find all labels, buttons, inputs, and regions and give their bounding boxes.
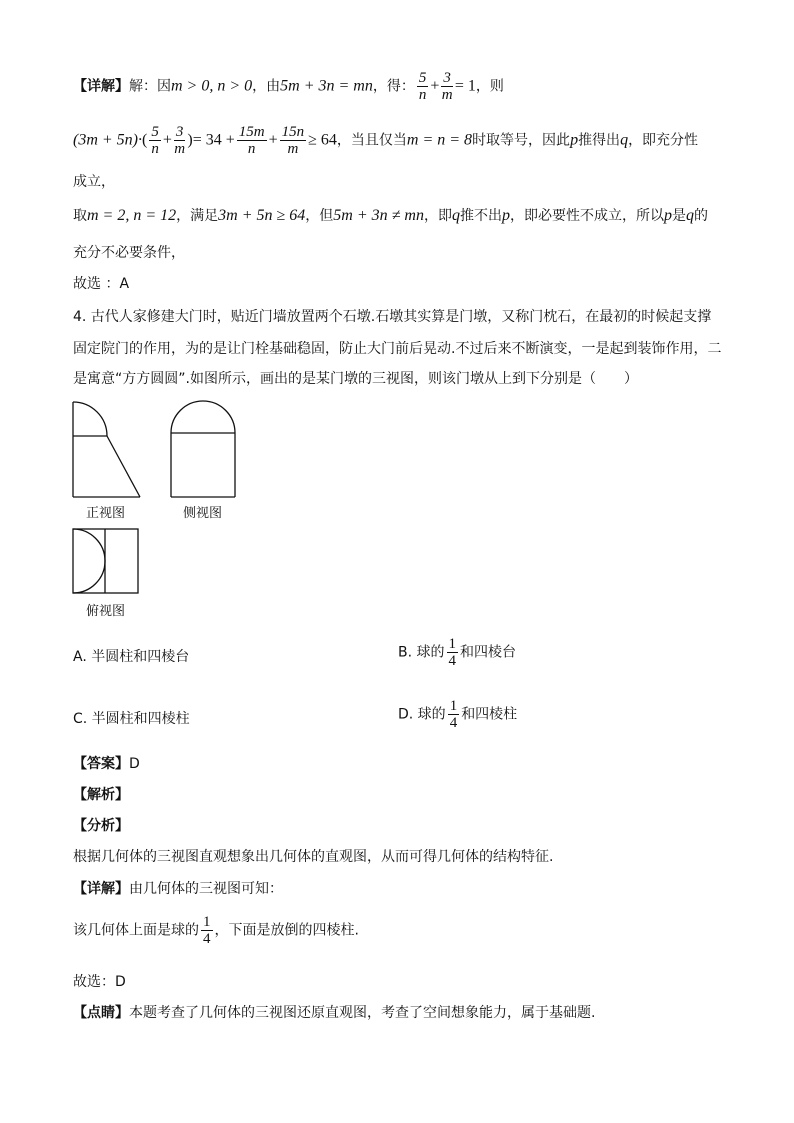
xiangjie-tag: 【详解】 (73, 881, 129, 897)
dianjing-tag: 【点睛】 (73, 1005, 129, 1021)
detail-line-4: 取m = 2, n = 12，满足3m + 5n ≥ 64，但5m + 3n ≠ mn，即q推不出p，即必要性不成立，所以p是q的 (73, 207, 708, 224)
fraction: $\frac{3}{m}$ (174, 124, 186, 157)
front-view-label: 正视图 (86, 506, 126, 521)
condition-math: m > 0, n > 0 (171, 77, 253, 95)
fraction: $\frac{1}{4}$ (449, 698, 458, 731)
question-line-1: 4. 古代人家修建大门时，贴近门墙放置两个石墩.石墩其实算是门墩，又称门枕石，在最初的时候起支撑 (73, 309, 712, 325)
detail-line-1: 【详解】解：因m > 0, n > 0，由5m + 3n = mn，得： $\frac{5}{n}$ + $\frac{3}{m}$ = 1，则 (73, 70, 504, 103)
top-view-drawing (73, 529, 138, 593)
fenxi-tag: 【分析】 (73, 818, 129, 834)
side-view-label: 侧视图 (183, 506, 223, 521)
fraction: $\frac{15n}{m}$ (281, 124, 305, 157)
front-view-drawing (73, 402, 140, 497)
detail-line-2: (3m + 5n)·( $\frac{5}{n}$ + $\frac{3}{m}$ )= 34 + $\frac{15m}{n}$ + $\frac{15n}{m}$ ≥ 64，当且仅当m = n = 8时取等号，因此p推得出q，即充分性 (73, 124, 699, 157)
detail-line-5: 充分不必要条件， (73, 245, 185, 261)
question-line-2: 固定院门的作用，为的是让门栓基础稳固，防止大门前后晃动.不过后来不断演变，一是起到装饰作用，二 (73, 341, 722, 357)
option-c[interactable]: C. 半圆柱和四棱柱 (73, 711, 190, 727)
previous-answer: 故选 ：A (73, 276, 130, 292)
detail-line-3: 成立， (73, 174, 115, 190)
xiangjie-line: 【详解】由几何体的三视图可知： (73, 881, 283, 897)
answer-value: D (129, 756, 140, 772)
analysis-tag: 【解析】 (73, 787, 129, 803)
fraction: $\frac{5}{n}$ (418, 70, 427, 103)
fraction: $\frac{1}{4}$ (448, 636, 457, 669)
equation-math: 5m + 3n = mn (280, 77, 373, 95)
fraction: $\frac{15m}{n}$ (238, 124, 265, 157)
side-view-drawing (171, 401, 235, 497)
conclusion-line: 该几何体上面是球的 $\frac{1}{4}$ ，下面是放倒的四棱柱. (73, 914, 359, 947)
option-d[interactable]: D. 球的 $\frac{1}{4}$ 和四棱柱 (398, 698, 518, 731)
detail-tag: 【详解】 (73, 78, 129, 95)
answer-line (73, 754, 140, 774)
fraction: $\frac{3}{m}$ (441, 70, 453, 103)
question-line-3: 是寓意“方方圆圆”.如图所示，画出的是某门墩的三视图，则该门墩从上到下分别是（ ） (73, 371, 638, 387)
dianjing-line: 【点睛】本题考查了几何体的三视图还原直观图，考查了空间想象能力，属于基础题. (73, 1005, 596, 1021)
answer-tag: 【答案】 (73, 756, 129, 772)
final-choice: 故选：D (73, 974, 126, 990)
option-b[interactable]: B. 球的 $\frac{1}{4}$ 和四棱台 (398, 636, 517, 669)
top-view-label: 俯视图 (86, 604, 126, 619)
fraction: $\frac{1}{4}$ (203, 914, 211, 947)
option-a[interactable]: A. 半圆柱和四棱台 (73, 649, 190, 665)
fraction: $\frac{5}{n}$ (151, 124, 159, 157)
fenxi-text: 根据几何体的三视图直观想象出几何体的直观图，从而可得几何体的结构特征. (73, 849, 554, 865)
